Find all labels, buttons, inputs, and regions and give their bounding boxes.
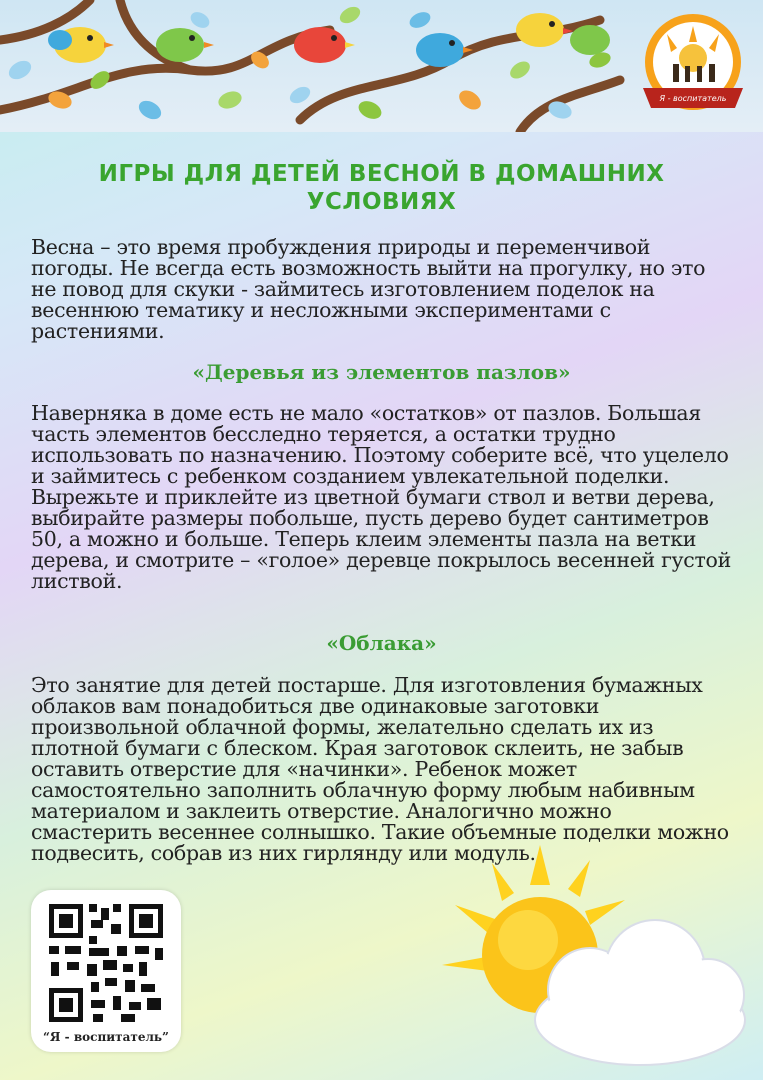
- logo-badge-icon: [637, 8, 749, 120]
- logo: [637, 8, 749, 120]
- qr-card: [31, 890, 181, 1052]
- logo-text: Я - воспитатель: [659, 94, 727, 103]
- section-heading-puzzle-trees: «Деревья из элементов пазлов»: [192, 360, 571, 384]
- page-title: ИГРЫ ДЛЯ ДЕТЕЙ ВЕСНОЙ В ДОМАШНИХ УСЛОВИЯХ: [98, 161, 665, 215]
- section-text-clouds: Это занятие для детей постарше. Для изготовления бумажных облаков вам понадобиться две одинаковые заготовки произвольной облачной формы, желательно сделать их из плотной бумаги с блеском. Края заготовок склеить, не забыв оставить отверстие для «начинки». Ребенок может самостоятельно заполнить облачную форму любым набивным материалом и заклеить отверстие. Аналогично можно смастерить весеннее солнышко. Такие объемные поделки можно подвесить, собрав из них гирлянду или модуль.: [31, 673, 729, 865]
- intro-paragraph: Весна – это время пробуждения природы и переменчивой погоды. Не всегда есть возможность выйти на прогулку, но это не повод для скуки - займитесь изготовлением поделок на весеннюю тематику и несложными экспериментами с растениями.: [31, 235, 706, 343]
- qr-label: “Я - воспитатель”: [43, 1030, 169, 1044]
- section-text-puzzle-trees: Наверняка в доме есть не мало «остатков» от пазлов. Большая часть элементов бесследно теряется, а остатки трудно использовать по назначению. Поэтому соберите всё, что уцелело и займитесь с ребенком созданием увлекательной поделки. Вырежьте и приклейте из цветной бумаги ствол и ветви дерева, выбирайте размеры побольше, пусть дерево будет сантиметров 50, а можно и больше. Теперь клеим элементы пазла на ветки дерева, и смотрите – «голое» деревце покрылось весенней густой листвой.: [31, 401, 731, 593]
- sun-cloud-illustration: [440, 845, 750, 1070]
- section-heading-clouds: «Облака»: [326, 631, 437, 655]
- qr-code-icon: [31, 890, 181, 1030]
- header-banner: [0, 0, 763, 132]
